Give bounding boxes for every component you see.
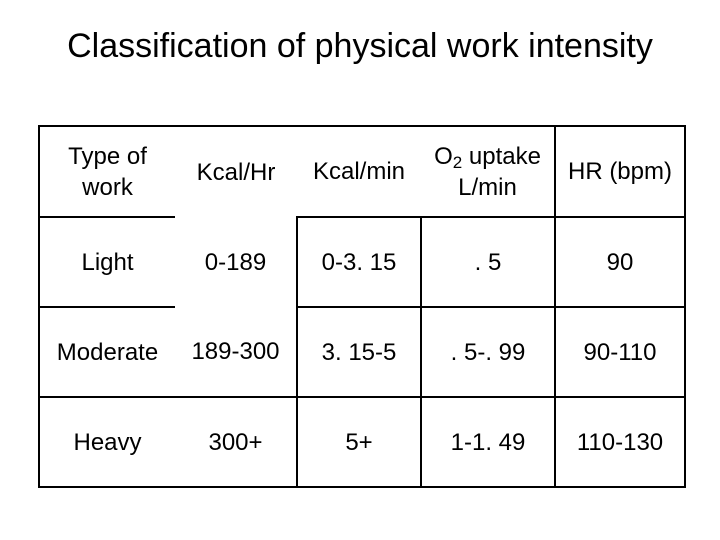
header-kcal-min: Kcal/min — [297, 126, 421, 217]
table-row — [39, 397, 685, 487]
cell-hr: 90 — [555, 217, 685, 307]
cell-type: Moderate — [39, 307, 175, 397]
cell-o2: . 5 — [421, 217, 555, 307]
page-title: Classification of physical work intensity — [67, 27, 653, 65]
header-kcal-hr: Kcal/Hr — [175, 126, 297, 217]
cell-type: Heavy — [39, 397, 175, 487]
header-hr: HR (bpm) — [555, 126, 685, 217]
cell-type: Light — [39, 217, 175, 307]
o2-suffix: uptake — [462, 142, 541, 170]
cell-kcal-min: 3. 15-5 — [297, 307, 421, 397]
cell-kcal-min: 5+ — [297, 397, 421, 487]
cell-kcal-hr: 300+ — [175, 397, 297, 487]
header-o2-uptake — [421, 126, 555, 217]
table-row — [39, 217, 685, 307]
cell-hr: 110-130 — [555, 397, 685, 487]
table-row — [39, 307, 685, 397]
table-header-row — [39, 126, 685, 217]
header-type-of-work: Type of work — [39, 126, 175, 217]
o2-prefix: O — [434, 142, 453, 170]
cell-o2: . 5-. 99 — [421, 307, 555, 397]
o2-unit: L/min — [458, 173, 517, 201]
work-intensity-table — [38, 125, 686, 488]
cell-kcal-hr: 0-189 — [175, 217, 297, 307]
cell-hr: 90-110 — [555, 307, 685, 397]
cell-kcal-min: 0-3. 15 — [297, 217, 421, 307]
o2-subscript: 2 — [452, 152, 463, 172]
cell-o2: 1-1. 49 — [421, 397, 555, 487]
cell-kcal-hr: 189-300 — [175, 307, 297, 397]
